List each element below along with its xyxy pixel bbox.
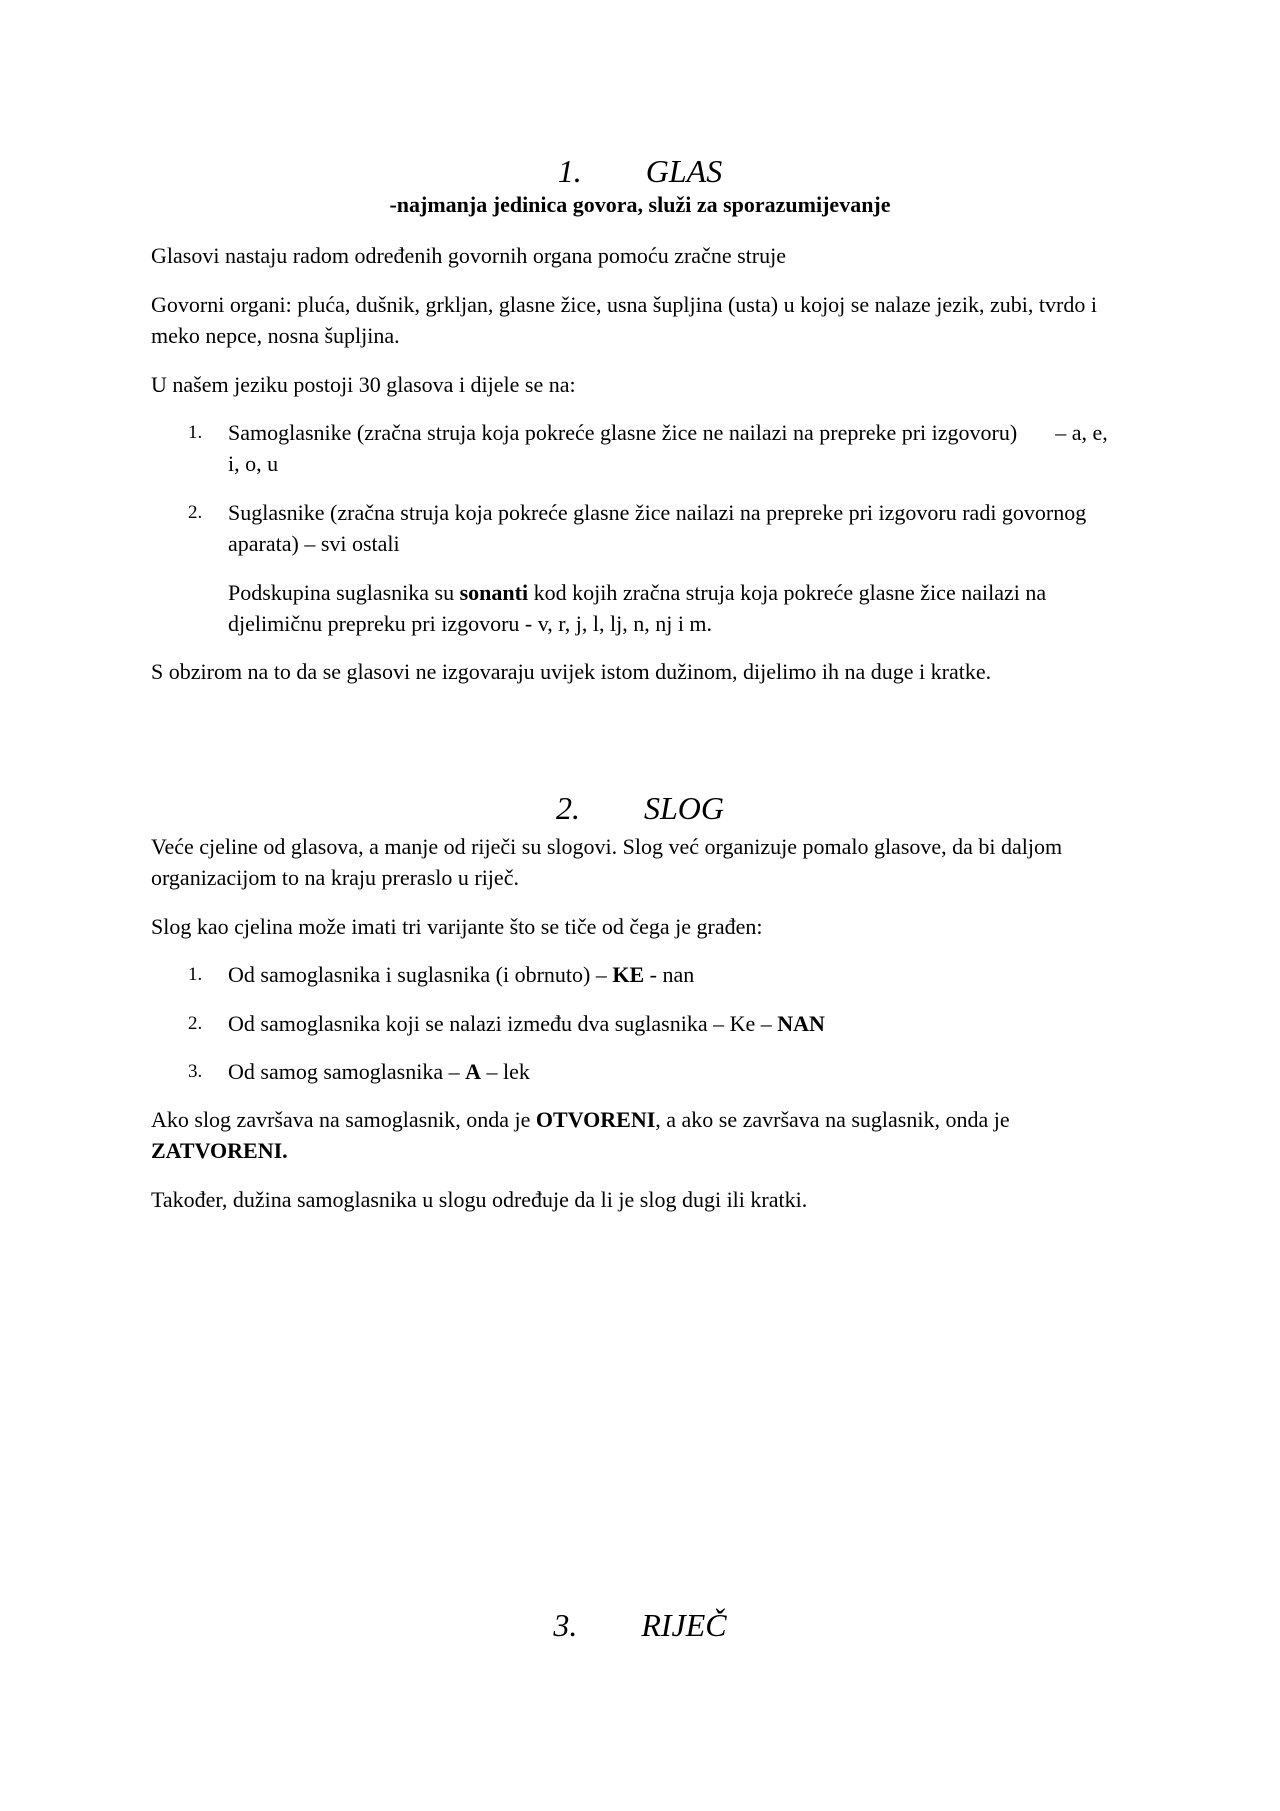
bold-term: OTVORENI [535, 1107, 656, 1132]
text-run: Ako slog završava na samoglasnik, onda je [151, 1107, 536, 1132]
list-item [188, 959, 1124, 990]
section-subtitle: -najmanja jedinica govora, služi za sporazumijevanje [389, 192, 891, 217]
paragraph: Govorni organi: pluća, dušnik, grkljan, glasne žice, usna šupljina (usta) u kojoj se nalaze jezik, zubi, tvrdo i meko nepce, nosna šupljina. [151, 292, 1097, 348]
paragraph: Veće cjeline od glasova, a manje od riječi su slogovi. Slog već organizuje pomalo glasove, da bi daljom organizacijom to na kraju preraslo u riječ. [151, 834, 1063, 890]
heading-title: SLOG [643, 790, 724, 826]
section-heading-rijec [0, 1605, 1280, 1645]
list-item [188, 497, 1124, 559]
text-run: - nan [644, 962, 695, 987]
list-marker: 2. [188, 1013, 203, 1034]
text-run: , a ako se završava na suglasnik, onda je [655, 1107, 1010, 1132]
bold-term: KE [612, 962, 645, 987]
list-item-text: Samoglasnike (zračna struja koja pokreće glasne žice ne nailazi na prepreke pri izgovoru) [228, 420, 1018, 445]
heading-number: 3. [553, 1607, 578, 1643]
list-item [188, 1008, 1124, 1039]
bold-term: NAN [777, 1011, 825, 1036]
list-item-text: Suglasnike (zračna struja koja pokreće glasne žice nailazi na prepreke pri izgovoru radi govornog aparata) – svi ostali [228, 500, 1087, 556]
heading-number: 1. [557, 153, 582, 189]
paragraph: U našem jeziku postoji 30 glasova i dijele se na: [151, 372, 576, 397]
list-item [188, 417, 1124, 479]
list-marker: 1. [188, 422, 203, 443]
list-item [188, 1056, 1124, 1087]
heading-title: RIJEČ [641, 1607, 727, 1643]
list-marker: 1. [188, 964, 203, 985]
text-run: kod kojih zračna struja koja pokreće glasne žice nailazi na djelimičnu prepreku pri izgovoru - v, r, j, l, lj, n, nj i m. [228, 580, 1047, 636]
bold-term: ZATVORENI. [151, 1138, 288, 1163]
text-run: Od samoglasnika i suglasnika (i obrnuto) – [228, 962, 613, 987]
paragraph: Glasovi nastaju radom određenih govornih organa pomoću zračne struje [151, 243, 786, 268]
paragraph [151, 1104, 1124, 1166]
list-item-text: – a, e, i, o, u [228, 420, 1108, 476]
text-run: Podskupina suglasnika su [228, 580, 460, 605]
heading-title: GLAS [645, 153, 723, 189]
paragraph: Također, dužina samoglasnika u slogu određuje da li je slog dugi ili kratki. [151, 1187, 808, 1212]
list-marker: 2. [188, 502, 203, 523]
paragraph: Slog kao cjelina može imati tri varijante što se tiče od čega je građen: [151, 914, 763, 939]
list-marker: 3. [188, 1061, 203, 1082]
bold-term: sonanti [459, 580, 529, 605]
paragraph: S obzirom na to da se glasovi ne izgovaraju uvijek istom dužinom, dijelimo ih na duge i kratke. [151, 659, 992, 684]
section-heading-glas [0, 151, 1280, 191]
heading-number: 2. [555, 790, 580, 826]
paragraph [228, 577, 1124, 639]
section-heading-slog [0, 788, 1280, 828]
text-run: Od samog samoglasnika – [228, 1059, 466, 1084]
text-run: Od samoglasnika koji se nalazi između dva suglasnika – Ke – [228, 1011, 778, 1036]
text-run: – lek [480, 1059, 530, 1084]
bold-term: A [465, 1059, 481, 1084]
